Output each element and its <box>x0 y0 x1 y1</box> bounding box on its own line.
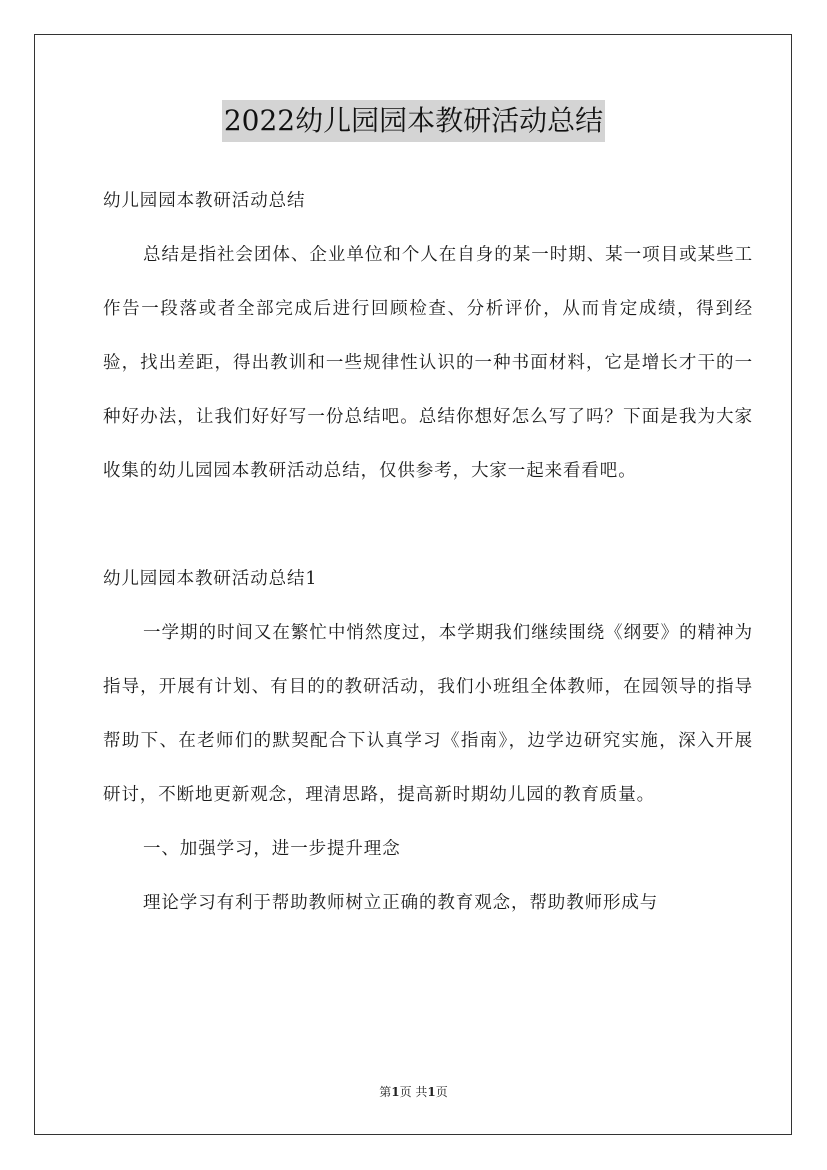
subheading-1: 一、加强学习，进一步提升理念 <box>143 839 401 859</box>
blank-line <box>103 498 753 552</box>
footer-page-suffix: 页 <box>435 1085 448 1099</box>
title-container <box>0 100 827 142</box>
paragraph-intro: 总结是指社会团体、企业单位和个人在自身的某一时期、某一项目或某些工作告一段落或者全部完成后进行回顾检查、分析评价，从而肯定成绩，得到经验，找出差距，得出教训和一些规律性认识的一种书面材料，它是增长才干的一种好办法，让我们好好写一份总结吧。总结你想好怎么写了吗？下面是我为大家收集的幼儿园园本教研活动总结，仅供参考，大家一起来看看吧。 <box>103 245 753 481</box>
page-footer <box>0 1084 827 1100</box>
footer-page-prefix: 第 <box>379 1085 392 1099</box>
footer-total-pages: 1 <box>427 1085 436 1099</box>
footer-page-number: 1 <box>391 1085 400 1099</box>
section-heading-intro: 幼儿园园本教研活动总结 <box>103 191 306 211</box>
document-title: 2022幼儿园园本教研活动总结 <box>222 100 605 142</box>
footer-page-mid: 页 共 <box>399 1085 428 1099</box>
paragraph-subheading-1: 理论学习有利于帮助教师树立正确的教育观念，帮助教师形成与 <box>143 893 659 913</box>
section-heading-1: 幼儿园园本教研活动总结1 <box>103 569 318 589</box>
document-body <box>103 174 753 930</box>
paragraph-section-1: 一学期的时间又在繁忙中悄然度过，本学期我们继续围绕《纲要》的精神为指导，开展有计划、有目的的教研活动，我们小班组全体教师，在园领导的指导帮助下、在老师们的默契配合下认真学习《指南》，边学边研究实施，深入开展研讨，不断地更新观念，理清思路，提高新时期幼儿园的教育质量。 <box>103 623 753 805</box>
